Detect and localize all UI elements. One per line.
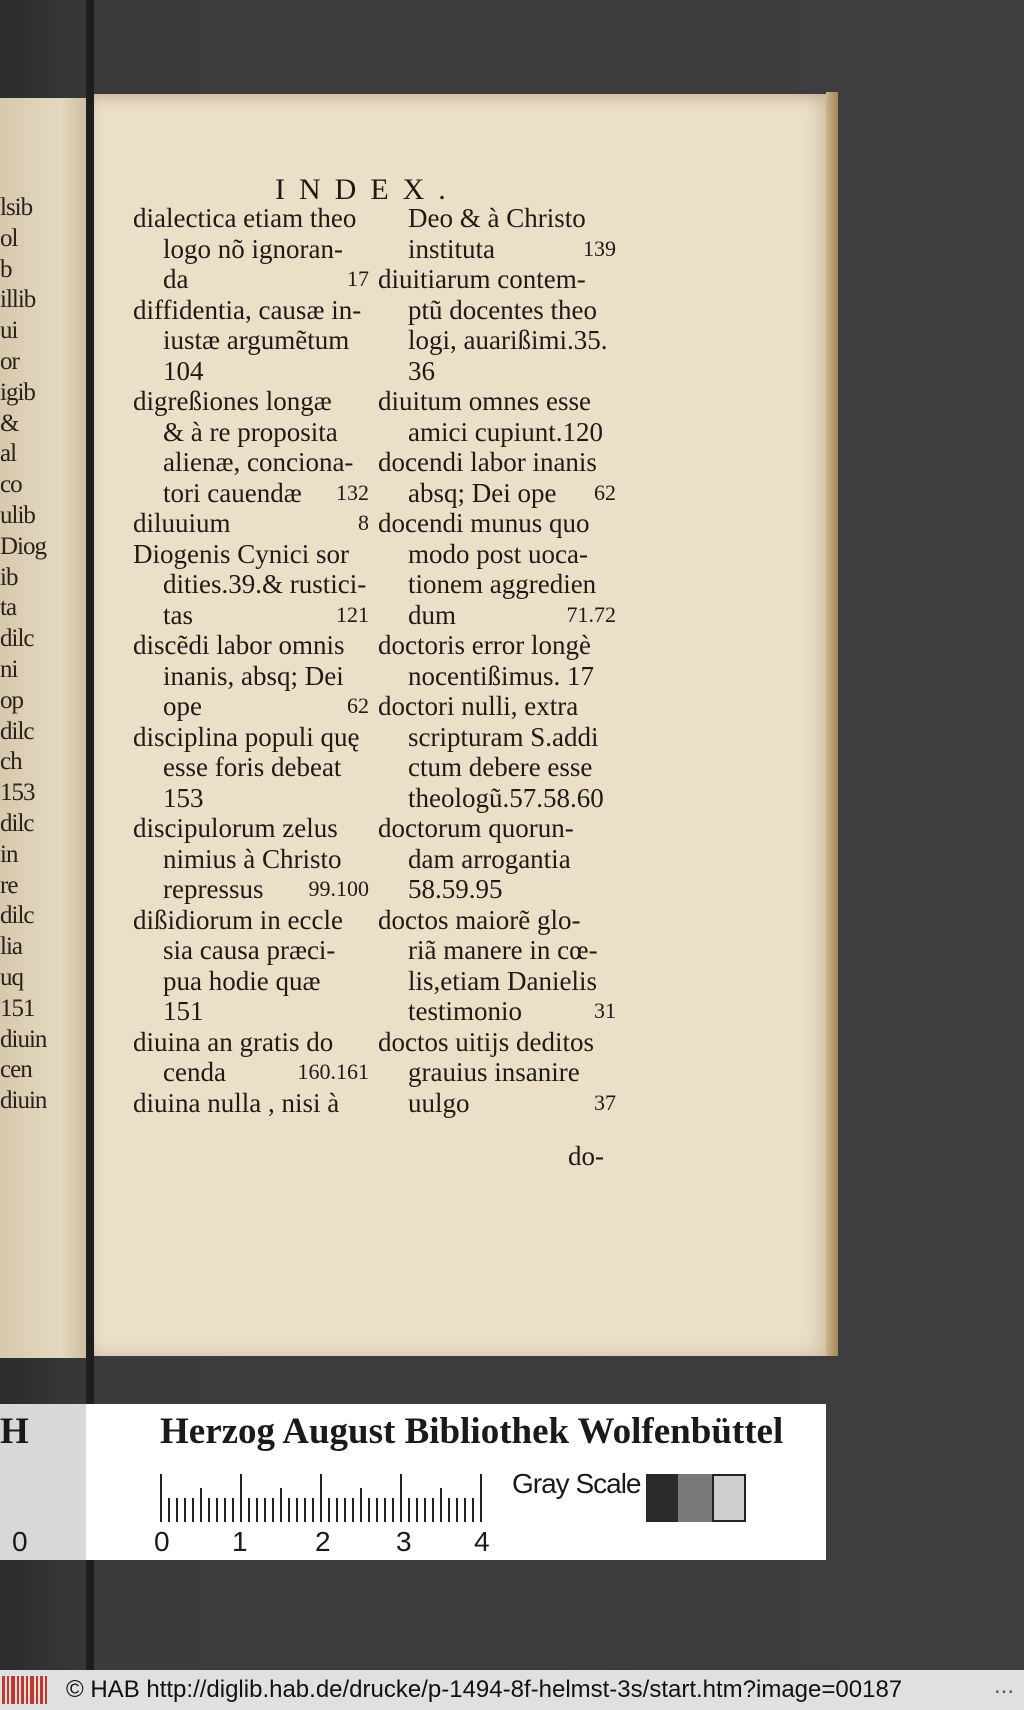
ruler-number-1: 1 bbox=[232, 1526, 248, 1557]
ruler-tick bbox=[376, 1498, 378, 1522]
page-header: INDEX. bbox=[275, 173, 460, 206]
index-right-line bbox=[378, 508, 616, 539]
index-left-line bbox=[133, 630, 369, 661]
left-page-text-fragment: & bbox=[0, 409, 19, 437]
left-page-text-fragment: dilc bbox=[0, 810, 34, 837]
ruler-tick bbox=[424, 1498, 426, 1522]
index-right-line bbox=[378, 1088, 616, 1119]
entry-text: testimonio bbox=[408, 996, 522, 1026]
index-column-right bbox=[378, 203, 616, 1118]
ruler-number-4: 4 bbox=[474, 1526, 490, 1557]
left-page-text-fragment: diuin bbox=[0, 1087, 47, 1115]
index-left-line bbox=[133, 1088, 369, 1119]
page-edge bbox=[826, 92, 838, 1356]
left-page-text-fragment: dilc bbox=[0, 625, 34, 653]
gray-scale-label: Gray Scale bbox=[512, 1468, 641, 1499]
index-left-line bbox=[133, 539, 369, 570]
left-page-fragment bbox=[0, 98, 86, 1358]
index-right-line bbox=[378, 905, 616, 936]
ruler-tick bbox=[192, 1498, 194, 1522]
entry-text: 58.59.95 bbox=[408, 874, 503, 904]
entry-text: Diogenis Cynici sor bbox=[133, 538, 349, 569]
left-page-text-fragment: ol bbox=[0, 224, 18, 252]
entry-text: Deo & à Christo bbox=[408, 203, 586, 233]
index-left-line bbox=[133, 844, 369, 875]
entry-text: dum bbox=[408, 599, 457, 630]
entry-text: logo nõ ignoran- bbox=[163, 233, 343, 264]
ruler-tick bbox=[432, 1498, 434, 1522]
index-left-line bbox=[133, 203, 369, 234]
ruler-tick bbox=[304, 1498, 306, 1522]
ruler-tick bbox=[280, 1488, 282, 1522]
entry-text: uulgo bbox=[408, 1087, 470, 1118]
entry-page-number: 160.161 bbox=[297, 1059, 369, 1084]
index-left-line bbox=[133, 661, 369, 692]
entry-text: dißidiorum in eccle bbox=[133, 904, 343, 935]
index-right-line bbox=[378, 539, 616, 570]
index-right-line bbox=[378, 722, 616, 753]
ruler-tick bbox=[216, 1498, 218, 1522]
entry-text: tionem aggredien bbox=[408, 569, 597, 599]
ruler-tick bbox=[472, 1498, 474, 1522]
index-left-line bbox=[133, 569, 369, 600]
entry-text: ope bbox=[163, 691, 202, 721]
index-right-line bbox=[378, 325, 616, 356]
entry-text: diuina nulla , nisi à bbox=[133, 1087, 340, 1118]
entry-text: esse foris debeat bbox=[163, 752, 342, 782]
index-left-line bbox=[133, 264, 369, 295]
entry-text: cenda bbox=[163, 1057, 226, 1087]
left-page-text-fragment: uq bbox=[0, 964, 23, 991]
index-right-line bbox=[378, 691, 616, 722]
entry-text: docendi munus quo bbox=[378, 508, 590, 538]
left-page-text-fragment: ib bbox=[0, 563, 18, 591]
entry-text: nocentißimus. 17 bbox=[408, 660, 594, 691]
entry-text: dities.39.& rustici- bbox=[163, 569, 367, 599]
index-left-line bbox=[133, 1027, 369, 1058]
strip-left-number: 0 bbox=[12, 1526, 28, 1557]
left-page-text-fragment: dilc bbox=[0, 717, 34, 745]
ruler-tick bbox=[400, 1474, 402, 1522]
left-page-text-fragment: ni bbox=[0, 656, 18, 683]
left-page-text-fragment: in bbox=[0, 840, 18, 868]
left-page-text-fragment: ulib bbox=[0, 502, 35, 529]
left-page-text-fragment: illib bbox=[0, 286, 36, 314]
index-right-line bbox=[378, 996, 616, 1027]
entry-text: discẽdi labor omnis bbox=[133, 630, 345, 660]
ruler-tick bbox=[328, 1498, 330, 1522]
ruler-tick bbox=[408, 1498, 410, 1522]
measurement-ruler bbox=[160, 1474, 490, 1522]
index-right-line bbox=[378, 417, 616, 448]
entry-text: doctorum quorun- bbox=[378, 813, 574, 843]
ruler-tick bbox=[416, 1498, 418, 1522]
entry-text: grauius insanire bbox=[408, 1057, 580, 1087]
index-right-line bbox=[378, 386, 616, 417]
library-name: Herzog August Bibliothek Wolfenbüttel bbox=[160, 1411, 784, 1452]
left-page-text-fragment: or bbox=[0, 348, 19, 375]
entry-text: alienæ, conciona- bbox=[163, 447, 354, 477]
index-right-line bbox=[378, 874, 616, 905]
index-right-line bbox=[378, 783, 616, 814]
index-left-line bbox=[133, 325, 369, 356]
gray-swatch-mid bbox=[678, 1474, 712, 1522]
entry-text: 36 bbox=[408, 355, 435, 386]
left-page-text-fragment: ui bbox=[0, 317, 18, 345]
left-page-text-fragment: re bbox=[0, 871, 18, 899]
entry-text: disciplina populi quę bbox=[133, 721, 360, 752]
index-left-line bbox=[133, 783, 369, 814]
index-right-line bbox=[378, 478, 616, 509]
entry-text: doctori nulli, extra bbox=[378, 691, 579, 721]
entry-text: lis,etiam Danielis bbox=[408, 965, 597, 996]
entry-text: diffidentia, causæ in- bbox=[133, 294, 362, 325]
left-page-text-fragment: lia bbox=[0, 933, 22, 961]
entry-page-number: 99.100 bbox=[308, 876, 369, 901]
index-left-line bbox=[133, 234, 369, 265]
entry-text: instituta bbox=[408, 233, 495, 264]
index-right-line bbox=[378, 569, 616, 600]
ruler-tick bbox=[360, 1488, 362, 1522]
index-left-line bbox=[133, 874, 369, 905]
footer-url-text[interactable]: © HAB http://diglib.hab.de/drucke/p-1494-8f-helmst-3s/start.htm?image=00187 bbox=[66, 1676, 903, 1703]
index-right-line bbox=[378, 600, 616, 631]
ruler-tick bbox=[176, 1498, 178, 1522]
index-left-line bbox=[133, 813, 369, 844]
left-page-text-fragment: 153 bbox=[0, 779, 35, 807]
left-page-text-fragment: op bbox=[0, 686, 23, 714]
index-left-line bbox=[133, 752, 369, 783]
entry-text: da bbox=[163, 264, 189, 294]
index-right-line bbox=[378, 1057, 616, 1088]
ruler-tick bbox=[296, 1498, 298, 1522]
ruler-tick bbox=[232, 1498, 234, 1522]
ruler-tick bbox=[248, 1498, 250, 1522]
left-page-text-fragment: igib bbox=[0, 378, 35, 406]
index-right-line bbox=[378, 844, 616, 875]
gray-swatch-dark bbox=[646, 1474, 678, 1522]
entry-text: 104 bbox=[163, 355, 204, 386]
ruler-tick bbox=[160, 1474, 162, 1522]
index-right-line bbox=[378, 935, 616, 966]
left-page-text-fragment: 151 bbox=[0, 994, 35, 1022]
ruler-tick bbox=[464, 1498, 466, 1522]
index-right-line bbox=[378, 234, 616, 265]
entry-text: 151 bbox=[163, 996, 204, 1026]
index-right-line bbox=[378, 752, 616, 783]
index-right-line bbox=[378, 966, 616, 997]
entry-text: diluuium bbox=[133, 508, 231, 538]
ruler-number-2: 2 bbox=[315, 1526, 331, 1557]
entry-text: diuina an gratis do bbox=[133, 1026, 334, 1057]
ruler-tick bbox=[312, 1498, 314, 1522]
ruler-tick bbox=[336, 1498, 338, 1522]
barcode-icon bbox=[2, 1676, 48, 1704]
entry-text: dialectica etiam theo bbox=[133, 203, 357, 233]
index-left-line bbox=[133, 356, 369, 387]
index-right-line bbox=[378, 295, 616, 326]
ruler-tick bbox=[392, 1498, 394, 1522]
entry-text: tori cauendæ bbox=[163, 477, 302, 508]
ruler-tick bbox=[448, 1498, 450, 1522]
ruler-tick bbox=[368, 1498, 370, 1522]
ruler-tick bbox=[208, 1498, 210, 1522]
index-left-line bbox=[133, 295, 369, 326]
left-page-text-fragment: al bbox=[0, 440, 17, 468]
entry-text: logi, auarißimi.35. bbox=[408, 325, 608, 355]
ruler-tick bbox=[320, 1474, 322, 1522]
index-left-line bbox=[133, 508, 369, 539]
index-left-line bbox=[133, 722, 369, 753]
index-right-line bbox=[378, 630, 616, 661]
ruler-tick bbox=[224, 1498, 226, 1522]
index-right-line bbox=[378, 1027, 616, 1058]
entry-text: ptũ docentes theo bbox=[408, 294, 597, 325]
index-left-line bbox=[133, 600, 369, 631]
entry-page-number: 31 bbox=[594, 998, 616, 1023]
entry-page-number: 62 bbox=[347, 693, 369, 718]
entry-text: theologũ.57.58.60 bbox=[408, 782, 604, 813]
left-page-text-fragment: lsib bbox=[0, 194, 33, 221]
entry-text: 153 bbox=[163, 782, 204, 813]
entry-text: ctum debere esse bbox=[408, 752, 593, 782]
left-page-text-fragment: diuin bbox=[0, 1025, 47, 1053]
index-left-line bbox=[133, 966, 369, 997]
ruler-tick bbox=[480, 1474, 482, 1522]
index-right-line bbox=[378, 264, 616, 295]
entry-text: scripturam S.addi bbox=[408, 721, 599, 752]
entry-text: sia causa præci- bbox=[163, 935, 336, 965]
ruler-tick bbox=[456, 1498, 458, 1522]
entry-page-number: 62 bbox=[594, 479, 616, 505]
entry-page-number: 132 bbox=[336, 479, 369, 505]
index-left-line bbox=[133, 935, 369, 966]
ruler-tick bbox=[256, 1498, 258, 1522]
ruler-tick bbox=[344, 1498, 346, 1522]
ruler-number-3: 3 bbox=[396, 1526, 412, 1557]
index-right-line bbox=[378, 447, 616, 478]
ruler-tick bbox=[440, 1488, 442, 1522]
left-page-text-fragment: Diog bbox=[0, 532, 46, 560]
entry-text: docendi labor inanis bbox=[378, 447, 597, 477]
index-left-line bbox=[133, 386, 369, 417]
entry-text: pua hodie quæ bbox=[163, 965, 321, 996]
left-page-text-fragment: ch bbox=[0, 748, 22, 776]
index-right-line bbox=[378, 661, 616, 692]
entry-page-number: 17 bbox=[347, 266, 369, 291]
entry-text: tas bbox=[163, 599, 193, 630]
entry-text: digreßiones longæ bbox=[133, 386, 332, 416]
ruler-tick bbox=[288, 1498, 290, 1522]
entry-page-number: 71.72 bbox=[566, 601, 616, 627]
entry-text: doctos uitijs deditos bbox=[378, 1026, 594, 1057]
entry-text: repressus bbox=[163, 874, 264, 904]
index-left-line bbox=[133, 996, 369, 1027]
left-page-text-fragment: cen bbox=[0, 1056, 32, 1084]
entry-text: iustæ argumẽtum bbox=[163, 325, 350, 355]
ruler-tick bbox=[240, 1474, 242, 1522]
index-left-line bbox=[133, 905, 369, 936]
entry-text: amici cupiunt.120 bbox=[408, 416, 603, 447]
index-left-line bbox=[133, 417, 369, 448]
catchword: do- bbox=[568, 1141, 604, 1171]
entry-text: doctoris error longè bbox=[378, 630, 591, 660]
ruler-number-0: 0 bbox=[154, 1526, 170, 1557]
ruler-tick bbox=[264, 1498, 266, 1522]
index-left-line bbox=[133, 447, 369, 478]
entry-page-number: 8 bbox=[358, 510, 369, 535]
ruler-tick bbox=[200, 1488, 202, 1522]
entry-page-number: 121 bbox=[336, 601, 369, 627]
entry-text: nimius à Christo bbox=[163, 843, 342, 874]
strip-left-letter: H bbox=[0, 1411, 29, 1452]
index-right-line bbox=[378, 813, 616, 844]
entry-text: riã manere in cœ- bbox=[408, 935, 598, 965]
entry-text: discipulorum zelus bbox=[133, 813, 338, 843]
ruler-tick bbox=[384, 1498, 386, 1522]
entry-text: diuitum omnes esse bbox=[378, 386, 591, 416]
entry-text: modo post uoca- bbox=[408, 538, 588, 569]
index-right-line bbox=[378, 203, 616, 234]
entry-text: diuitiarum contem- bbox=[378, 264, 586, 294]
entry-text: & à re proposita bbox=[163, 416, 338, 447]
ruler-tick bbox=[272, 1498, 274, 1522]
index-left-line bbox=[133, 691, 369, 722]
entry-page-number: 37 bbox=[594, 1089, 616, 1115]
index-column-left bbox=[133, 203, 369, 1118]
ruler-tick bbox=[352, 1498, 354, 1522]
left-page-text-fragment: dilc bbox=[0, 902, 34, 930]
footer-bar bbox=[0, 1670, 1024, 1710]
entry-text: dam arrogantia bbox=[408, 843, 571, 874]
footer-menu-dots[interactable]: ... bbox=[993, 1672, 1014, 1699]
ruler-tick bbox=[184, 1498, 186, 1522]
entry-page-number: 139 bbox=[583, 235, 616, 261]
ruler-tick bbox=[168, 1498, 170, 1522]
index-left-line bbox=[133, 478, 369, 509]
index-right-line bbox=[378, 356, 616, 387]
left-page-text-fragment: co bbox=[0, 471, 22, 499]
entry-text: absq; Dei ope bbox=[408, 477, 557, 508]
index-left-line bbox=[133, 1057, 369, 1088]
gray-swatch-light bbox=[712, 1474, 746, 1522]
left-page-text-fragment: ta bbox=[0, 594, 17, 622]
entry-text: inanis, absq; Dei bbox=[163, 660, 344, 691]
entry-text: doctos maiorẽ glo- bbox=[378, 904, 581, 935]
left-page-text-fragment: b bbox=[0, 255, 12, 283]
